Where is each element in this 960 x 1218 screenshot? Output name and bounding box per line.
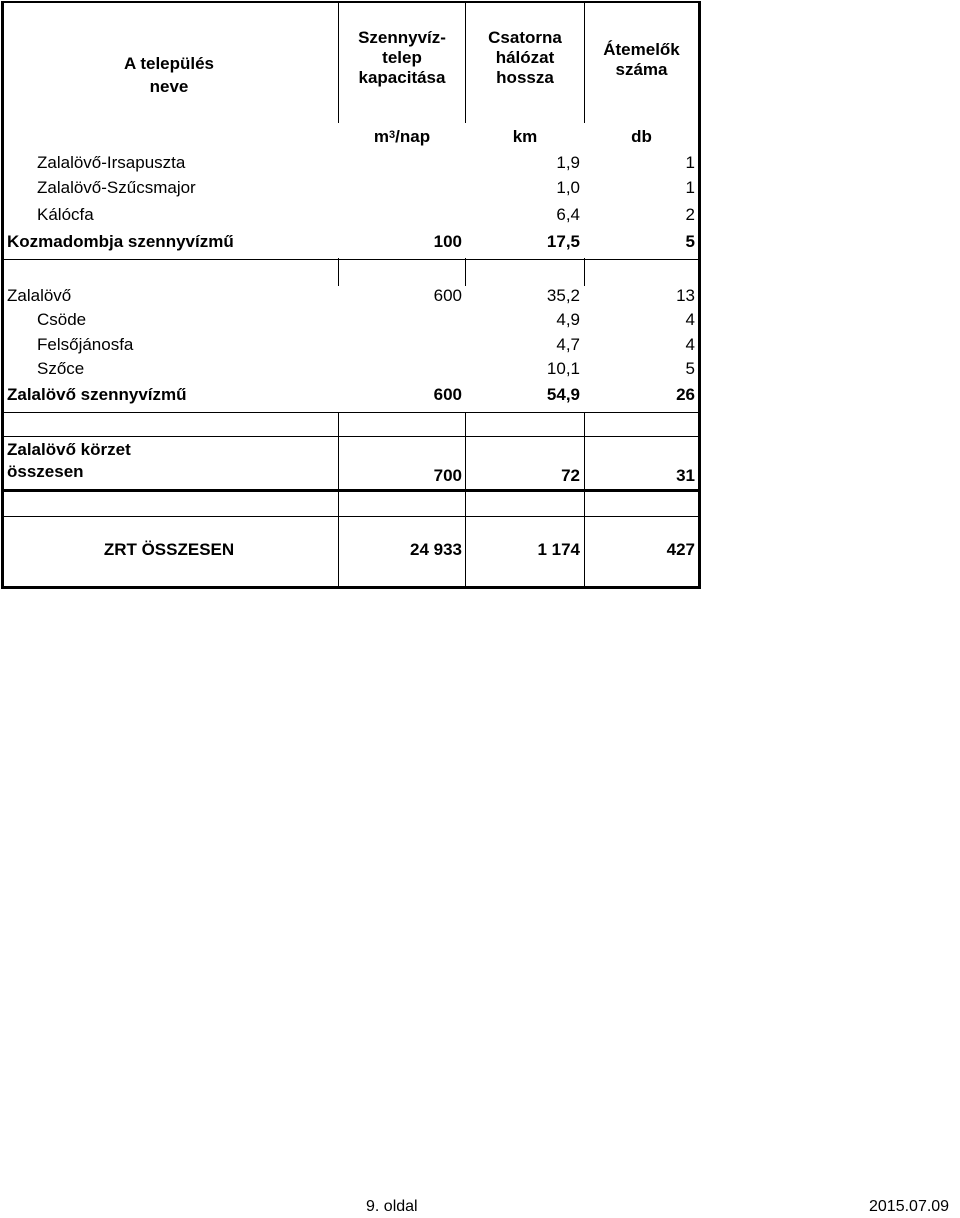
col-divider xyxy=(338,258,339,286)
row-settlement-name: Kozmadombja szennyvízmű xyxy=(7,232,234,251)
col-divider xyxy=(465,412,466,588)
row-length: 4,7 xyxy=(556,335,580,354)
row-length: 17,5 xyxy=(546,232,580,251)
row-capacity: 100 xyxy=(433,232,462,251)
row-pumps: 2 xyxy=(685,205,695,224)
row-pumps: 1 xyxy=(685,153,695,172)
row-length: 35,2 xyxy=(546,286,580,305)
zrt-total-pumps: 427 xyxy=(666,540,695,559)
district-total-pumps: 31 xyxy=(676,466,695,485)
row-settlement-name: Zalalövő xyxy=(7,286,72,305)
row-settlement-name: Zalalövő szennyvízmű xyxy=(7,385,187,404)
row-settlement-name: Zalalövő-Szűcsmajor xyxy=(37,178,196,197)
col-divider xyxy=(338,412,339,588)
row-length: 1,0 xyxy=(556,178,580,197)
row-capacity: 600 xyxy=(433,385,462,404)
row-pumps: 5 xyxy=(685,359,695,378)
row-length: 1,9 xyxy=(556,153,580,172)
row-length: 10,1 xyxy=(546,359,580,378)
row-settlement-name: Kálócfa xyxy=(37,205,94,224)
row-divider xyxy=(4,516,698,517)
row-pumps: 4 xyxy=(685,335,695,354)
row-pumps: 1 xyxy=(685,178,695,197)
unit-capacity: $m^3$/nap xyxy=(373,127,431,146)
row-divider xyxy=(4,436,698,437)
unit-length: km xyxy=(512,127,538,146)
district-total-label: Zalalövő körzet összesen xyxy=(7,440,131,481)
row-divider xyxy=(4,412,698,413)
row-settlement-name: Szőce xyxy=(37,359,85,378)
row-length: 4,9 xyxy=(556,310,580,329)
row-pumps: 4 xyxy=(685,310,695,329)
row-capacity: 600 xyxy=(433,286,462,305)
row-pumps: 5 xyxy=(685,232,695,251)
row-divider xyxy=(4,489,698,492)
district-total-length: 72 xyxy=(561,466,580,485)
header-settlement-name: A település neve xyxy=(123,54,215,96)
header-plant-capacity: Szennyvíz- telep kapacitása xyxy=(358,28,446,87)
zrt-total-label: ZRT ÖSSZESEN xyxy=(103,540,235,559)
zrt-total-capacity: 24 933 xyxy=(410,540,462,559)
district-total-capacity: 700 xyxy=(433,466,462,485)
row-settlement-name: Felsőjánosfa xyxy=(37,335,134,354)
col-divider xyxy=(584,258,585,286)
unit-pumps: db xyxy=(631,127,652,146)
row-divider xyxy=(4,259,698,260)
header-network-length: Csatorna hálózat hossza xyxy=(488,28,562,87)
row-pumps: 13 xyxy=(676,286,695,305)
page-number: 9. oldal xyxy=(366,1198,418,1215)
row-settlement-name: Csöde xyxy=(37,310,87,329)
row-length: 54,9 xyxy=(546,385,580,404)
row-pumps: 26 xyxy=(676,385,695,404)
zrt-total-length: 1 174 xyxy=(537,540,580,559)
row-settlement-name: Zalalövő-Irsapuszta xyxy=(37,153,186,172)
print-date: 2015.07.09 xyxy=(869,1198,950,1215)
row-length: 6,4 xyxy=(556,205,580,224)
col-divider xyxy=(465,258,466,286)
col-divider xyxy=(584,412,585,588)
header-pump-count: Átemelők száma xyxy=(603,40,680,79)
